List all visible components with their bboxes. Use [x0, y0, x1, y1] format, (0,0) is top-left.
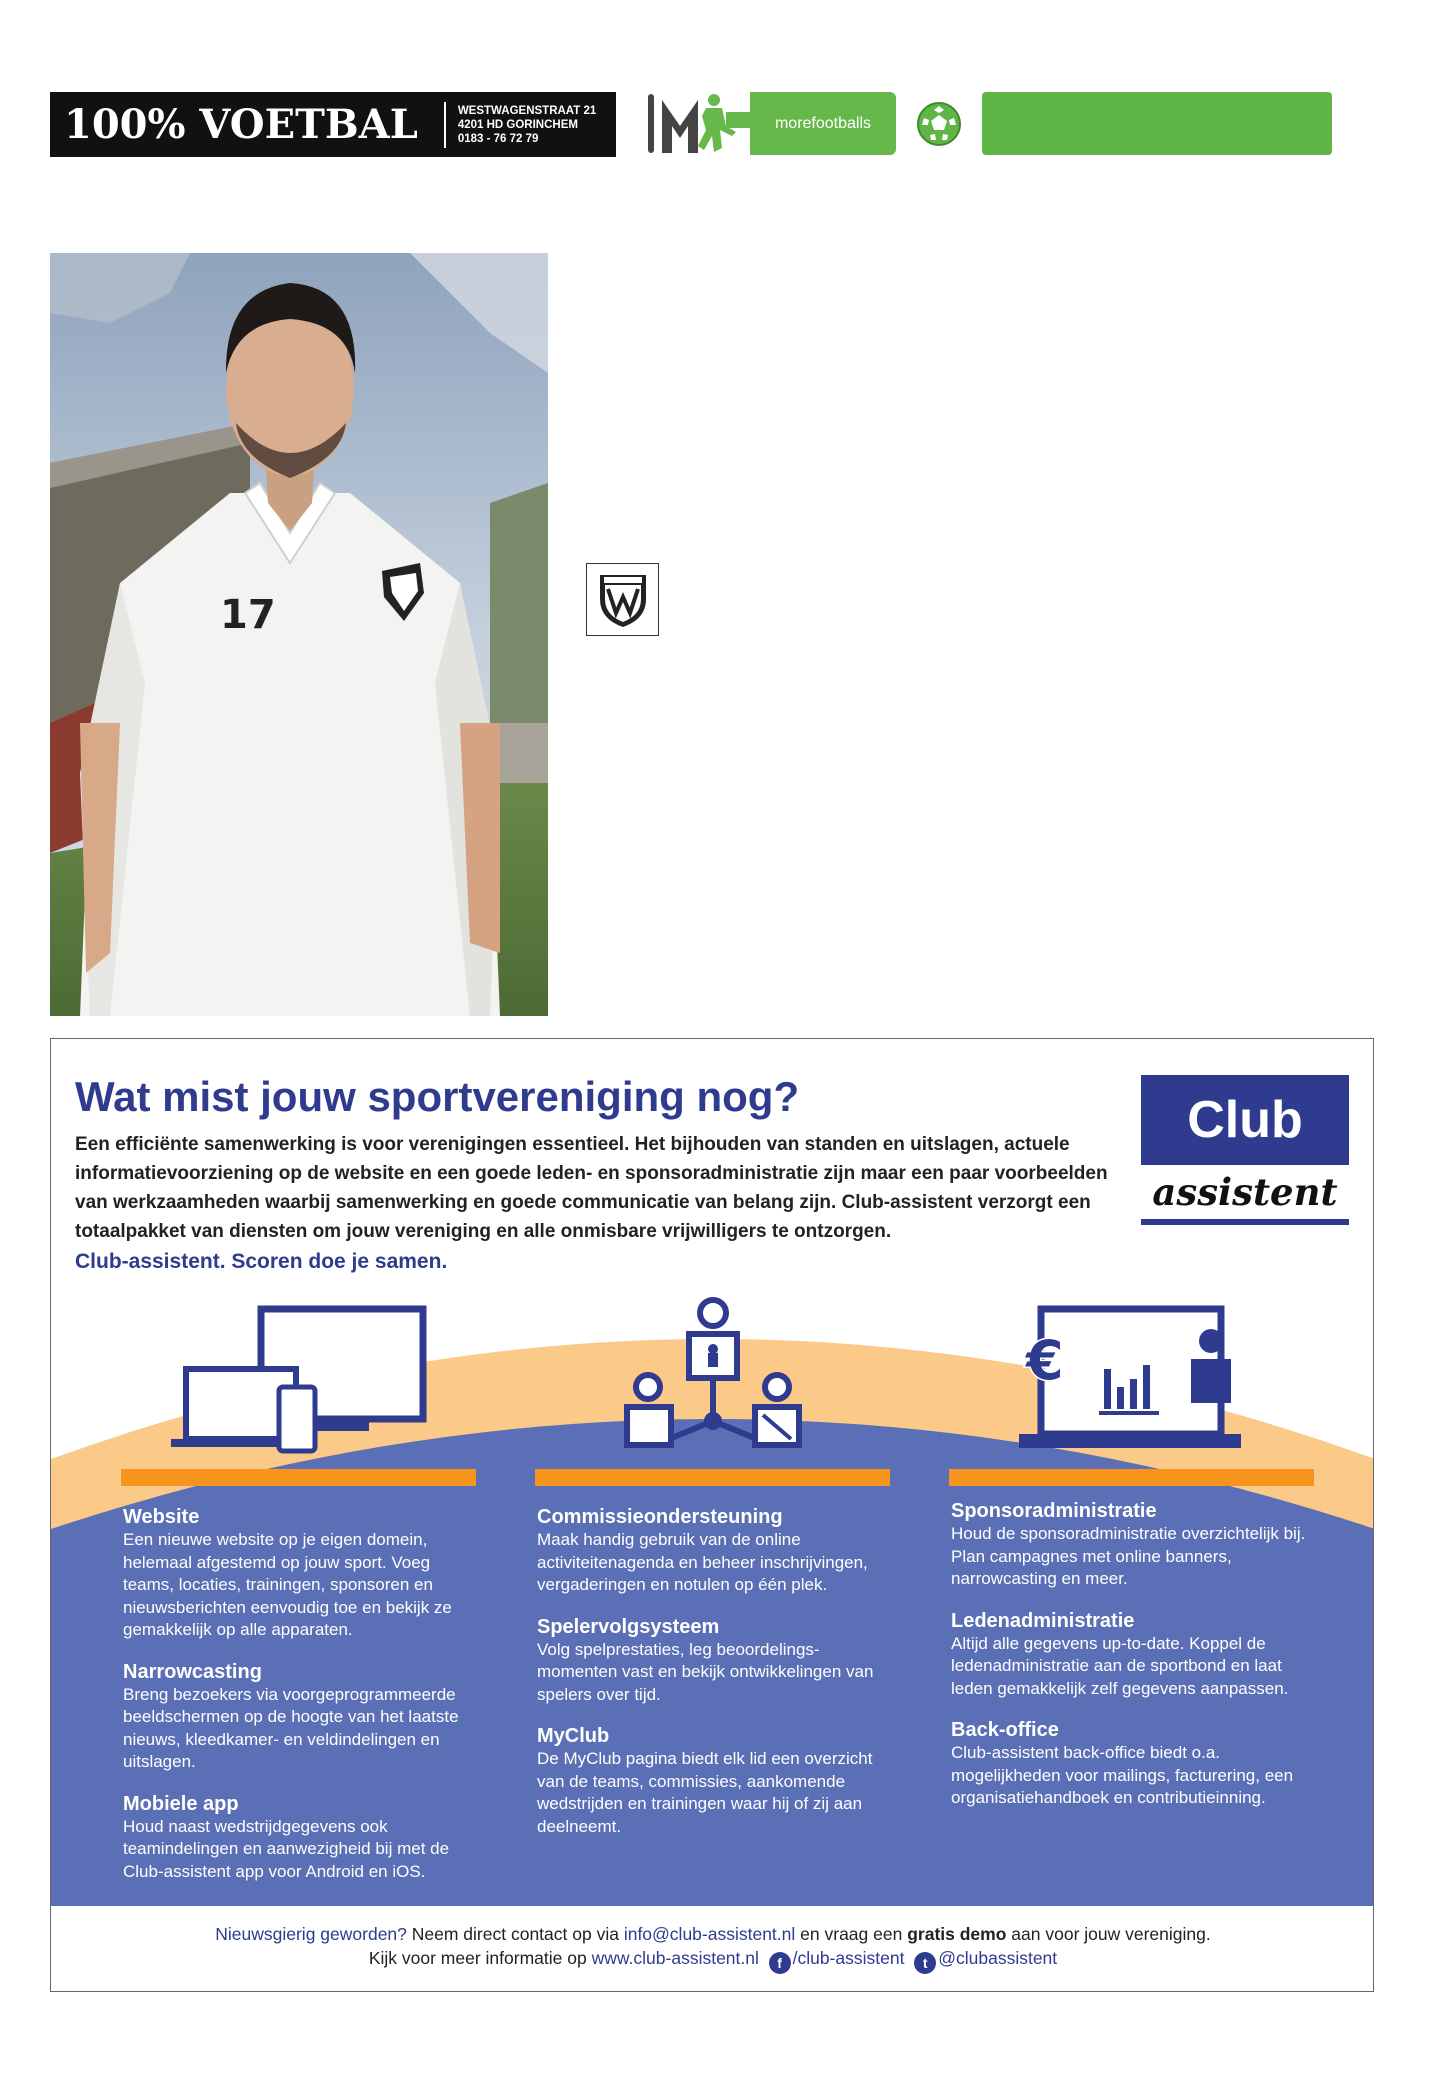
footer-demo: gratis demo [907, 1924, 1007, 1944]
club-assistent-logo[interactable]: Club [1141, 1075, 1349, 1165]
morefootballs-banner[interactable] [646, 92, 896, 155]
finance-monitor-icon [1019, 1309, 1241, 1448]
feature-title: Commissieondersteuning [537, 1506, 783, 1528]
address-city: 4201 HD GORINCHEM [457, 118, 578, 131]
feature-column-2 [537, 1505, 897, 1856]
feature-text: Maak handig gebruik van de online activiteitenagenda en beheer inschrijvingen, vergaderingen en notulen op één plek. [537, 1530, 868, 1594]
feature-title: Back-office [951, 1719, 1059, 1741]
voetbal-title: 100% VOETBAL [64, 101, 418, 148]
feature-text: Volg spelprestaties, leg beoordelings-momenten vast en bekijk ontwikkelingen van spelers over tijd. [537, 1639, 874, 1704]
feature-title: Narrowcasting [123, 1660, 262, 1683]
mf-logo-icon [646, 92, 750, 155]
feature-title: MyClub [537, 1725, 610, 1747]
facebook-icon[interactable]: f [769, 1952, 791, 1974]
morefootballs-label: morefootballs [750, 92, 896, 155]
address-phone: 0183 - 76 72 79 [457, 132, 539, 145]
footer-curious: Nieuwsgierig geworden? [215, 1924, 407, 1944]
feature-text: Altijd alle gegevens up-to-date. Koppel de ledenadministratie aan de sportbond en laat leden gemakkelijk zelf gegevens aanpassen. [951, 1633, 1289, 1698]
footer-contact-post: aan voor jouw vereniging. [1011, 1924, 1211, 1944]
feature-text: Houd naast wedstrijdgegevens ook teamindelingen en aanwezigheid bij met de Club-assistent app voor Android en iOS. [123, 1816, 450, 1881]
ad-title: Wat mist jouw sportvereniging nog? [75, 1073, 800, 1120]
feature-title: Sponsoradministratie [951, 1500, 1157, 1522]
ad-footer [51, 1906, 1374, 1992]
footer-line-info [51, 1948, 1374, 1974]
feature-text: De MyClub pagina biedt elk lid een overzicht van de teams, commissies, aankomende wedstrijden en trainingen waar hij of zij aan deelneemt. [537, 1749, 873, 1836]
football-icon [916, 101, 962, 147]
feature-title: Website [123, 1506, 200, 1528]
feature-title: Ledenadministratie [951, 1609, 1135, 1632]
club-assistent-logo-script: assistent [1152, 1170, 1338, 1214]
banner-divider [444, 102, 446, 148]
orange-divider-2 [535, 1469, 890, 1486]
feature-text: Breng bezoekers via voorgeprogrammeerde beeldschermen op de hoogte van het laatste nieuws, kleedkamer- en veldindelingen en uitslagen. [123, 1684, 459, 1771]
footer-contact-pre: Neem direct contact op via [411, 1924, 619, 1944]
feature-text: Club-assistent back-office biedt o.a. mogelijkheden voor mailings, facturering, een organisatiehandboek en contributieinning. [951, 1743, 1294, 1807]
orange-divider-3 [949, 1469, 1314, 1486]
ad-intro: Een efficiënte samenwerking is voor verenigingen essentieel. Het bijhouden van standen en uitslagen, actuele informatievoorziening op de website en een goede leden- en sponsoradministratie zijn maar een paar voorbeelden van werkzaamheden waarbij samenwerking en goede communicatie van belang zijn. Club-assistent verzorgt een totaalpakket van diensten om jouw vereniging en alle onmisbare vrijwilligers te ontzorgen. [75, 1134, 1108, 1242]
ad-slogan: Club-assistent. Scoren doe je samen. [75, 1250, 448, 1273]
address-street: WESTWAGENSTRAAT 21 [457, 104, 597, 117]
footer-line-contact [51, 1924, 1374, 1945]
sponsor-green-banner[interactable] [982, 92, 1332, 155]
feature-text: Een nieuwe website op je eigen domein, helemaal afgestemd op jouw sport. Voeg teams, locaties, trainingen, sponsoren en nieuwsberichten eenvoudig toe en bekijk ze gemakkelijk op alle apparaten. [123, 1530, 452, 1639]
voetbal-address [458, 104, 596, 146]
twitter-link[interactable]: @clubassistent [938, 1948, 1058, 1968]
feature-column-1 [123, 1505, 483, 1901]
orange-divider-1 [121, 1469, 476, 1486]
twitter-icon[interactable]: t [914, 1952, 936, 1974]
svg-text:17: 17 [220, 592, 276, 638]
website-link[interactable]: www.club-assistent.nl [591, 1948, 759, 1968]
logo-underline [1141, 1219, 1349, 1225]
club-assistent-ad [50, 1038, 1374, 1992]
email-link[interactable]: info@club-assistent.nl [623, 1924, 796, 1944]
footer-contact-mid: en vraag een [800, 1924, 903, 1944]
feature-column-3 [951, 1499, 1311, 1828]
feature-title: Mobiele app [123, 1792, 239, 1815]
facebook-link[interactable]: /club-assistent [792, 1948, 905, 1968]
mf-logo [646, 92, 750, 155]
club-crest-icon [586, 563, 659, 636]
feature-title: Spelervolgsysteem [537, 1615, 720, 1638]
footer-more-info: Kijk voor meer informatie op [368, 1948, 587, 1968]
player-photo [50, 253, 548, 1016]
feature-text: Houd de sponsoradministratie overzichtelijk bij. Plan campagnes met online banners, narrowcasting en meer. [951, 1524, 1306, 1588]
svg-text:€: € [1026, 1329, 1064, 1392]
voetbal-banner[interactable] [50, 92, 616, 157]
